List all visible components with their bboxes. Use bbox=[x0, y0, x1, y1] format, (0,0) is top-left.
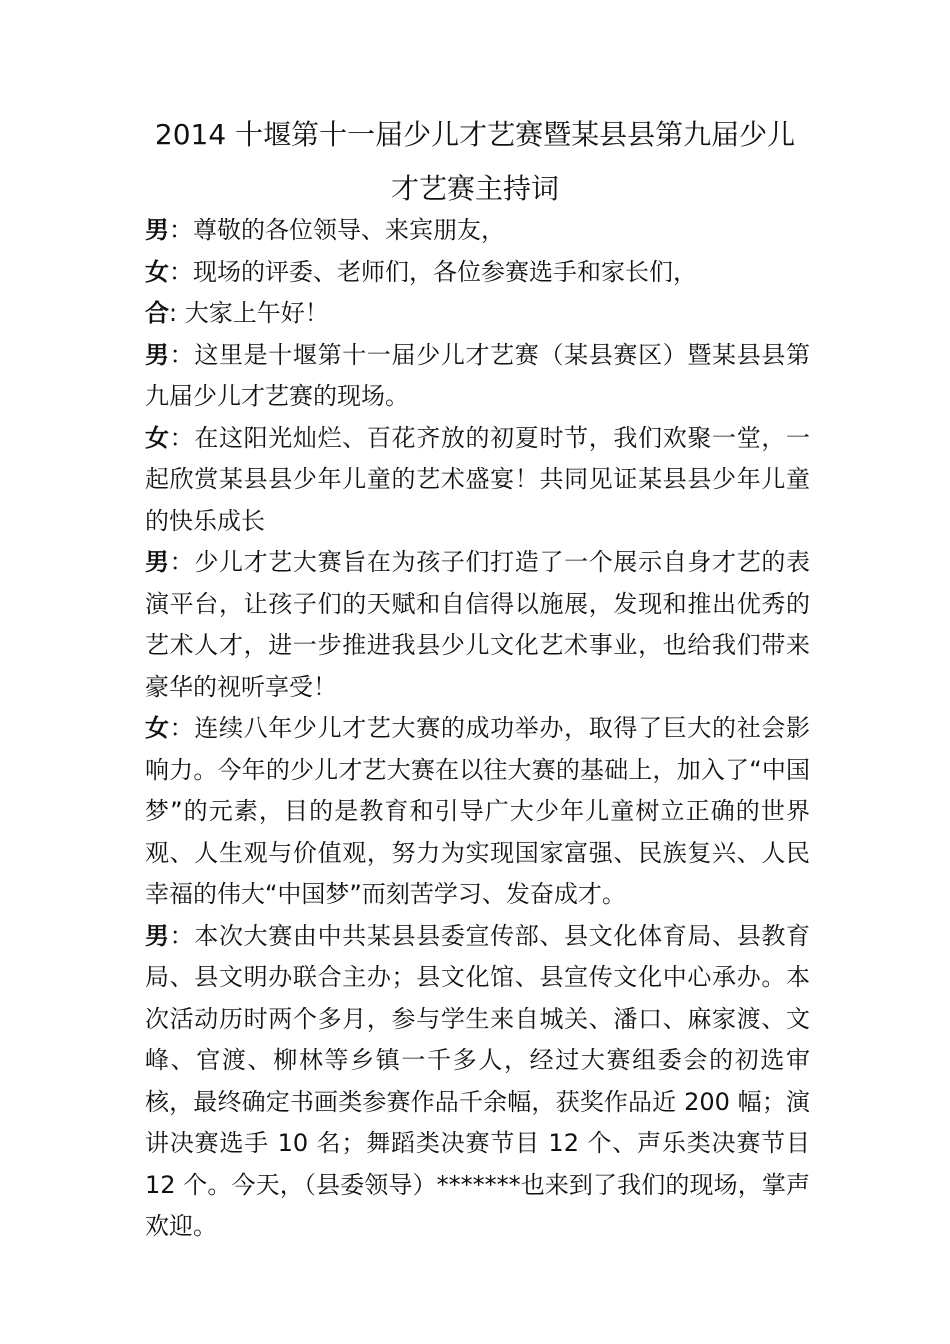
paragraph-text: 这里是十堰第十一届少儿才艺赛（某县赛区）暨某县县第九届少儿才艺赛的现场。 bbox=[145, 340, 811, 410]
speaker-label: 男 bbox=[145, 548, 170, 576]
speaker-label: 男 bbox=[145, 340, 170, 369]
paragraph bbox=[145, 916, 810, 1248]
paragraph-text: 本次大赛由中共某县县委宣传部、县文化体育局、县教育局、县文明办联合主办；县文化馆、县宣传文化中心承办。本次活动历时两个多月，参与学生来自城关、潘口、麻家渡、文峰、官渡、柳林等乡镇一千多人，经过大赛组委会的初选审核，最终确定书画类参赛作品千余幅，获奖作品近 200 幅；演讲决赛选手 10 名；舞蹈类决赛节目 12 个、声乐类决赛节目 12 个。今天，（县委领导）*******也来到了我们的现场，掌声欢迎。 bbox=[145, 921, 811, 1240]
paragraph bbox=[145, 542, 810, 708]
paragraph-text: 大家上午好！ bbox=[184, 299, 329, 327]
speaker-separator: ： bbox=[169, 921, 195, 950]
speaker-separator: ： bbox=[169, 714, 195, 742]
speaker-label: 女 bbox=[145, 714, 170, 742]
paragraph-text: 少儿才艺大赛旨在为孩子们打造了一个展示自身才艺的表演平台，让孩子们的天赋和自信得以施展，发现和推出优秀的艺术人才，进一步推进我县少儿文化艺术事业，也给我们带来豪华的视听享受！ bbox=[145, 548, 811, 701]
speaker-separator: : bbox=[169, 299, 185, 327]
speaker-separator: ： bbox=[169, 423, 195, 452]
document-title bbox=[145, 108, 805, 216]
speaker-label: 男 bbox=[145, 216, 169, 244]
speaker-separator: ： bbox=[169, 340, 195, 369]
speaker-separator: ： bbox=[169, 216, 193, 244]
paragraph-text: 在这阳光灿烂、百花齐放的初夏时节，我们欢聚一堂，一起欣赏某县县少年儿童的艺术盛宴！共同见证某县县少年儿童的快乐成长 bbox=[145, 423, 811, 535]
speaker-label: 合 bbox=[145, 299, 169, 327]
paragraph-text: 尊敬的各位领导、来宾朋友， bbox=[193, 216, 505, 244]
speaker-separator: ： bbox=[169, 548, 195, 576]
paragraph bbox=[145, 418, 810, 543]
paragraph-text: 现场的评委、老师们，各位参赛选手和家长们， bbox=[193, 257, 697, 286]
speaker-label: 男 bbox=[145, 921, 170, 950]
document-body bbox=[145, 210, 810, 1248]
paragraph bbox=[145, 335, 810, 418]
speaker-label: 女 bbox=[145, 257, 169, 286]
paragraph bbox=[145, 708, 810, 916]
paragraph bbox=[145, 210, 810, 252]
speaker-label: 女 bbox=[145, 423, 170, 452]
title-line-2: 才艺赛主持词 bbox=[390, 172, 559, 205]
paragraph-text: 连续八年少儿才艺大赛的成功举办，取得了巨大的社会影响力。今年的少儿才艺大赛在以往大赛的基础上，加入了“中国梦”的元素，目的是教育和引导广大少年儿童树立正确的世界观、人生观与价值观，努力为实现国家富强、民族复兴、人民幸福的伟大“中国梦”而刻苦学习、发奋成才。 bbox=[145, 714, 811, 908]
title-line-1: 2014 十堰第十一届少儿才艺赛暨某县县第九届少儿 bbox=[154, 118, 796, 151]
speaker-separator: ： bbox=[169, 257, 193, 286]
paragraph bbox=[145, 293, 810, 335]
paragraph bbox=[145, 252, 810, 294]
